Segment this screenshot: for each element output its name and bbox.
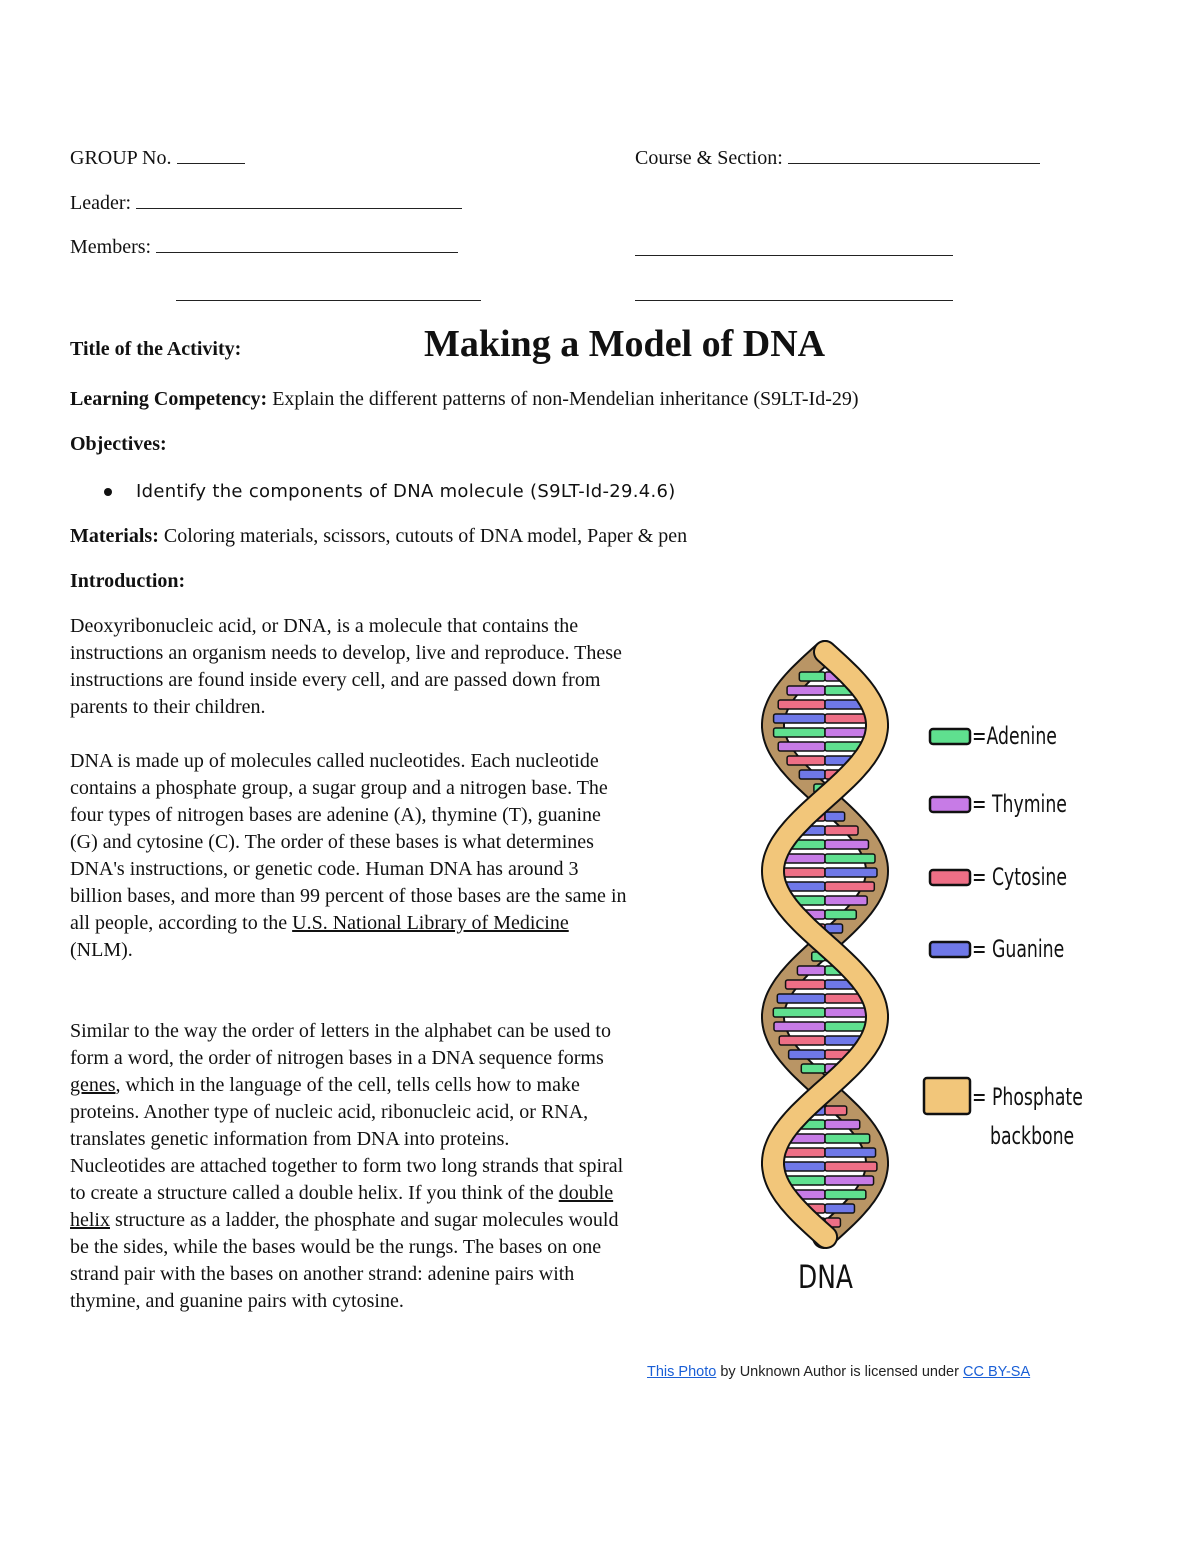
dna-legend — [924, 729, 970, 1114]
base-pair-left — [787, 686, 825, 695]
nlm-link[interactable]: U.S. National Library of Medicine — [292, 912, 569, 934]
p4-tail: structure as a ladder, the phosphate and sugar molecules would be the sides, while the bases would be the rungs. The bases on one strand pair with the bases on another strand: adenine pairs with thymine, and guanine pairs with cytosine. — [70, 1209, 619, 1312]
base-pair-left — [778, 742, 825, 751]
legend-cytosine-label: = Cytosine — [972, 863, 1068, 891]
base-pair-right — [825, 1134, 870, 1143]
base-pair-left — [786, 980, 825, 989]
group-number-field[interactable] — [70, 145, 245, 170]
legend-backbone-label: backbone — [990, 1122, 1075, 1150]
base-pair-left — [773, 1008, 825, 1017]
member-blank-1[interactable] — [156, 234, 458, 253]
legend-guanine-label: = Guanine — [972, 935, 1065, 963]
base-pair-left — [774, 714, 825, 723]
p3-tail: , which in the language of the cell, tells cells how to make proteins. Another type of nucleic acid, ribonucleic acid, or RNA, translates genetic information from DNA into proteins. — [70, 1074, 589, 1150]
member-blank-4[interactable] — [635, 282, 953, 301]
member-blank-2[interactable] — [635, 237, 953, 256]
base-pair-right — [825, 1106, 847, 1115]
base-pair-right — [825, 882, 874, 891]
cc-by-sa-link[interactable]: CC BY-SA — [962, 1364, 1031, 1380]
base-pair-left — [801, 1064, 825, 1073]
legend-cytosine-swatch — [930, 870, 970, 885]
legend-phosphate-swatch — [924, 1078, 970, 1114]
objective-item — [104, 480, 676, 503]
course-label: Course & Section: — [635, 147, 783, 169]
legend-adenine-swatch — [930, 729, 970, 744]
course-section-field[interactable] — [635, 145, 1040, 170]
bullet-icon — [104, 488, 112, 496]
double-helix-link[interactable]: double helix — [70, 1182, 614, 1231]
base-pair-left — [777, 994, 825, 1003]
members-label: Members: — [70, 236, 152, 258]
photo-credit — [647, 1364, 1030, 1380]
intro-paragraph-2 — [70, 748, 630, 964]
base-pair-right — [825, 1162, 877, 1171]
materials-label: Materials: — [70, 525, 159, 547]
members-field[interactable] — [70, 234, 458, 259]
base-pair-left — [799, 672, 825, 681]
p2-tail: (NLM). — [70, 939, 133, 961]
base-pair-right — [825, 910, 856, 919]
leader-blank[interactable] — [136, 190, 462, 209]
member-blank-3[interactable] — [176, 282, 481, 301]
base-pair-right — [825, 1148, 876, 1157]
this-photo-link[interactable]: This Photo — [647, 1364, 717, 1380]
p4-text: Nucleotides are attached together to form two long strands that spiral to create a structure called a double helix. If you think of the — [70, 1155, 624, 1204]
learning-competency — [70, 388, 859, 411]
base-pair-right — [825, 1204, 854, 1213]
materials — [70, 525, 687, 548]
base-pair-right — [825, 840, 868, 849]
base-pair-left — [797, 966, 825, 975]
p3-text: Similar to the way the order of letters in the alphabet can be used to form a word, the order of nitrogen bases in a DNA sequence forms — [70, 1020, 611, 1069]
base-pair-right — [825, 812, 845, 821]
base-pair-left — [799, 770, 825, 779]
base-pair-left — [774, 1022, 825, 1031]
base-pair-right — [825, 854, 875, 863]
intro-paragraph-4 — [70, 1153, 630, 1315]
base-pair-left — [778, 700, 825, 709]
dna-helix-illustration — [773, 652, 877, 1237]
legend-phosphate-label: = Phosphate — [972, 1083, 1083, 1111]
dna-caption: DNA — [798, 1258, 853, 1296]
base-pair-left — [787, 756, 825, 765]
base-pair-left — [779, 1036, 825, 1045]
objectives-label: Objectives: — [70, 433, 167, 455]
p2-text: DNA is made up of molecules called nucleotides. Each nucleotide contains a phosphate group, a sugar group and a nitrogen base. The four types of nitrogen bases are adenine (A), thymine (T), guanine (G) and cytosine (C). The order of these bases is what determines DNA's instructions, or genetic code. Human DNA has around 3 billion bases, and more than 99 percent of those bases are the same in all people, according to the — [70, 750, 627, 934]
group-blank[interactable] — [177, 145, 245, 164]
introduction-label: Introduction: — [70, 570, 186, 592]
competency-label: Learning Competency: — [70, 388, 268, 410]
base-pair-left — [789, 1050, 825, 1059]
base-pair-right — [825, 1190, 866, 1199]
base-pair-right — [825, 1176, 874, 1185]
base-pair-right — [825, 896, 867, 905]
activity-title: Making a Model of DNA — [424, 323, 826, 365]
legend-adenine-label: =Adenine — [972, 722, 1057, 750]
genes-link[interactable]: genes — [70, 1074, 116, 1096]
objective-text: Identify the components of DNA molecule (S9LT-Id-29.4.6) — [136, 481, 676, 502]
legend-thymine-label: = Thymine — [972, 790, 1067, 818]
legend-thymine-swatch — [930, 797, 970, 812]
materials-text: Coloring materials, scissors, cutouts of DNA model, Paper & pen — [163, 525, 688, 547]
leader-field[interactable] — [70, 190, 462, 215]
course-blank[interactable] — [788, 145, 1040, 164]
base-pair-right — [825, 868, 877, 877]
leader-label: Leader: — [70, 192, 132, 214]
group-label: GROUP No. — [70, 147, 172, 169]
credit-text: by Unknown Author is licensed under — [716, 1364, 963, 1380]
base-pair-right — [825, 1120, 860, 1129]
competency-text: Explain the different patterns of non-Mendelian inheritance (S9LT-Id-29) — [272, 388, 859, 410]
legend-guanine-swatch — [930, 942, 970, 957]
intro-paragraph-3 — [70, 1018, 630, 1153]
intro-paragraph-1: Deoxyribonucleic acid, or DNA, is a molecule that contains the instructions an organism needs to develop, live and reproduce. These instructions are found inside every cell, and are passed down from parents to their children. — [70, 615, 622, 718]
base-pair-left — [774, 728, 825, 737]
introduction-body — [70, 613, 630, 1315]
base-pair-right — [825, 826, 858, 835]
title-label: Title of the Activity: — [70, 338, 242, 360]
